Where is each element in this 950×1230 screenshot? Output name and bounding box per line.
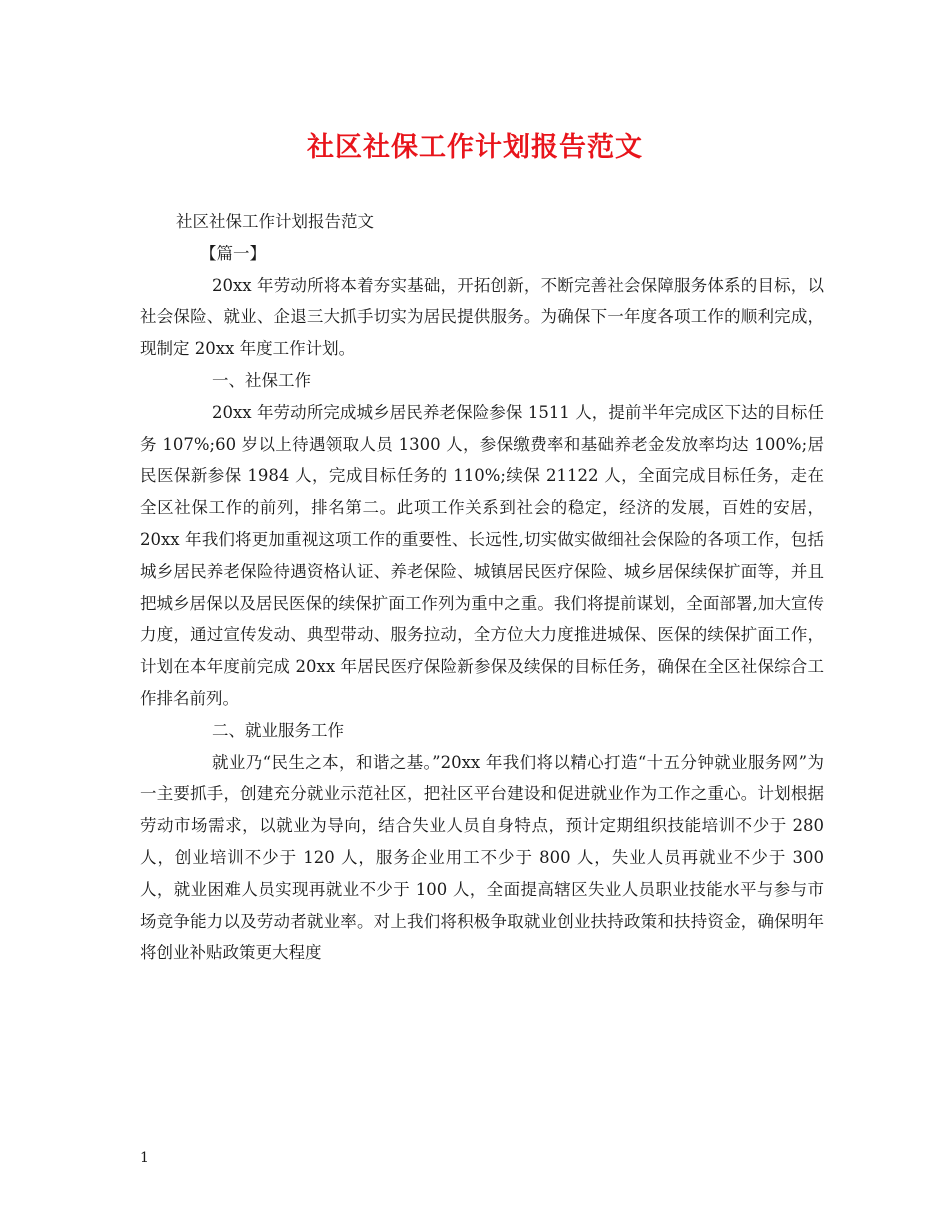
intro-paragraph: 20xx 年劳动所将本着夯实基础，开拓创新，不断完善社会保障服务体系的目标，以社会保险、就业、企退三大抓手切实为居民提供服务。为确保下一年度各项工作的顺利完成，现制定 20xx 年度工作计划。 (140, 275, 824, 359)
document-subtitle: 社区社保工作计划报告范文 (176, 212, 374, 231)
document-title: 社区社保工作计划报告范文 (307, 132, 643, 163)
section-heading-social-security: 一、社保工作 (212, 370, 311, 390)
employment-paragraph: 就业乃“民生之本，和谐之基。”20xx 年我们将以精心打造“十五分钟就业服务网”为一主要抓手，创建充分就业示范社区，把社区平台建设和促进就业作为工作之重心。计划根据劳动市场需求，以就业为导向，结合失业人员自身特点，预计定期组织技能培训不少于 280 人，创业培训不少于 120 人，服务企业用工不少于 800 人，失业人员再就业不少于 300 人，就业困难人员实现再就业不少于 100 人，全面提高辖区失业人员职业技能水平与参与市场竞争能力以及劳动者就业率。对上我们将积极争取就业创业扶持政策和扶持资金，确保明年将创业补贴政策更大程度 (140, 752, 824, 963)
section-heading-employment: 二、就业服务工作 (212, 720, 344, 740)
social-security-paragraph: 20xx 年劳动所完成城乡居民养老保险参保 1511 人，提前半年完成区下达的目标任务 107%;60 岁以上待遇领取人员 1300 人，参保缴费率和基础养老金发放率均达 100%;居民医保新参保 1984 人，完成目标任务的 110%;续保 21122 人，全面完成目标任务，走在全区社保工作的前列，排名第二。此项工作关系到社会的稳定，经济的发展，百姓的安居，20xx 年我们将更加重视这项工作的重要性、长远性,切实做实做细社会保险的各项工作，包括城乡居民养老保险待遇资格认证、养老保险、城镇居民医疗保险、城乡居保续保扩面等，并且把城乡居保以及居民医保的续保扩面工作列为重中之重。我们将提前谋划，全面部署,加大宣传力度，通过宣传发动、典型带动、服务拉动，全方位大力度推进城保、医保的续保扩面工作，计划在本年度前完成 20xx 年居民医疗保险新参保及续保的目标任务，确保在全区社保综合工作排名前列。 (140, 402, 824, 708)
page-number: 1 (140, 1150, 149, 1166)
document-body (140, 206, 824, 969)
section-marker: 【篇一】 (200, 243, 266, 263)
